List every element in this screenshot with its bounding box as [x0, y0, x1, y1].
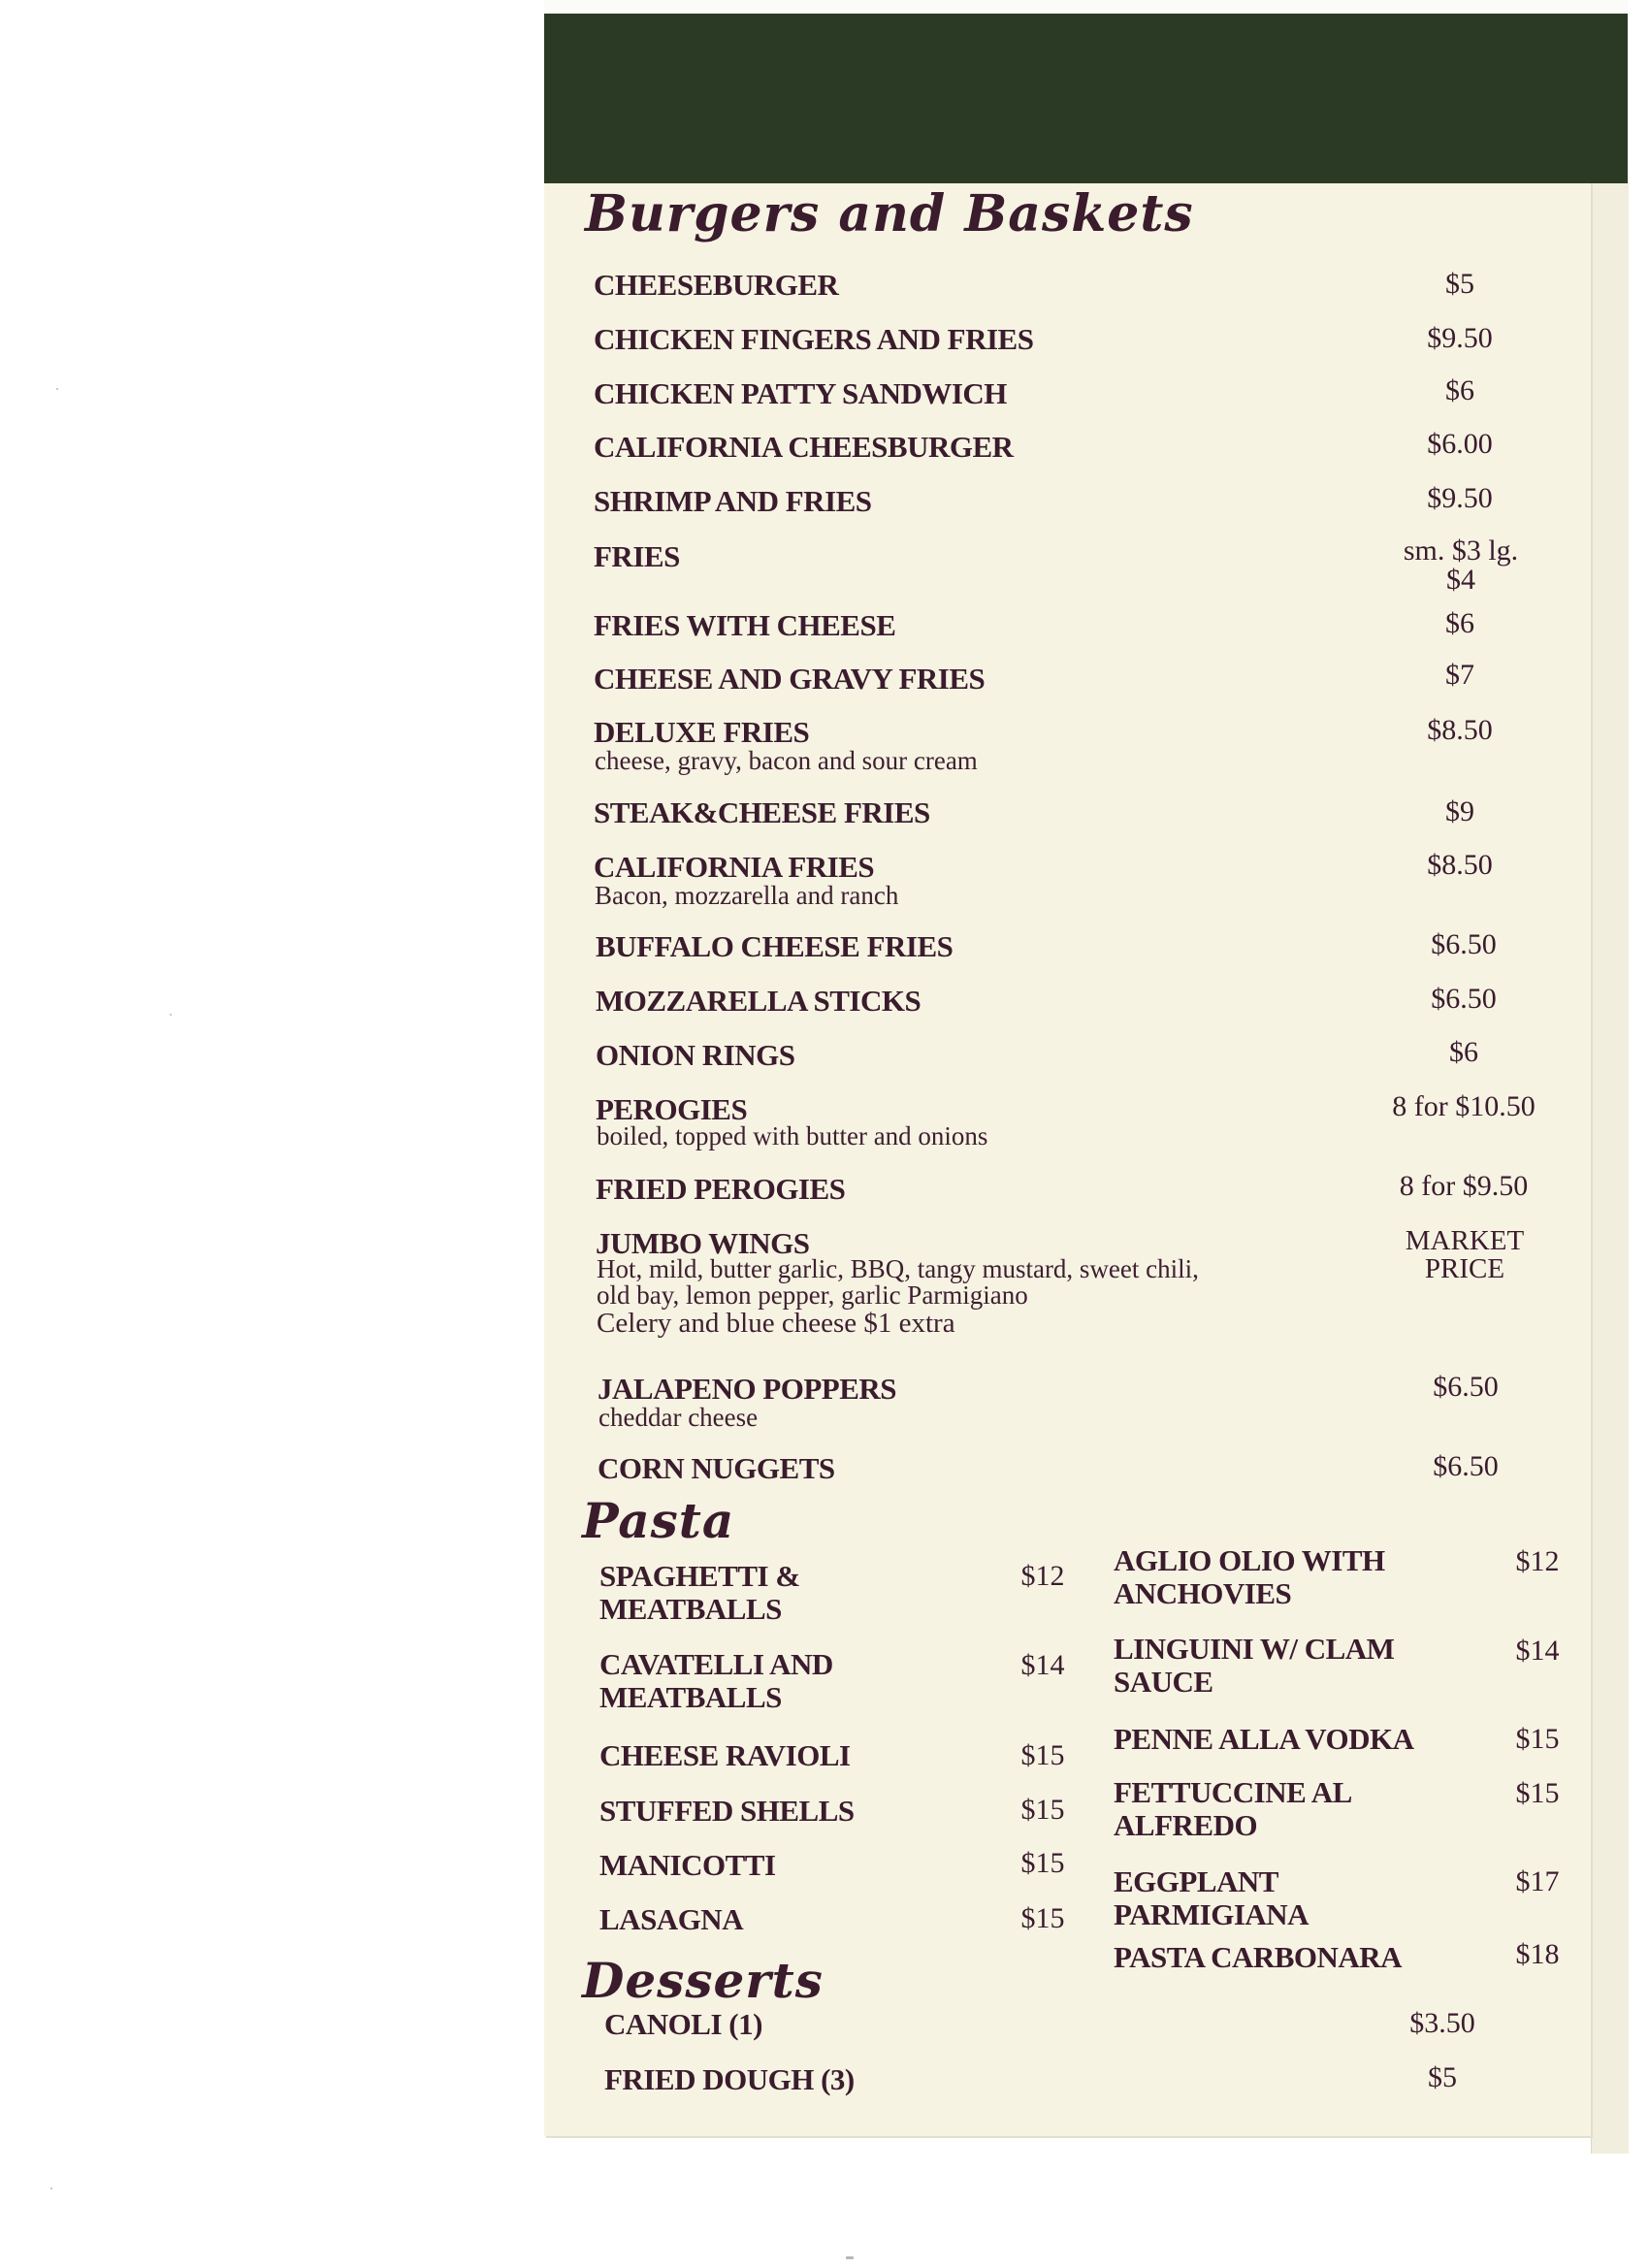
- menu-item-name: ONION RINGS: [596, 1038, 795, 1072]
- menu-item-price: $17: [1515, 1865, 1560, 1897]
- menu-item-price: $8.50: [1427, 714, 1493, 746]
- menu-item-price: $15: [1020, 1847, 1065, 1879]
- menu-item-name: FETTUCCINE AL ALFREDO: [1114, 1775, 1351, 1842]
- section-title-pasta: Pasta: [582, 1492, 735, 1549]
- menu-item-price: $5: [1428, 2061, 1457, 2093]
- menu-item-price: $7: [1445, 659, 1474, 691]
- header-band: [544, 14, 1628, 183]
- menu-item-name: FRIES: [594, 539, 680, 573]
- scan-speck: [170, 1014, 172, 1016]
- section-title-desserts: Desserts: [582, 1952, 824, 2009]
- menu-item-price: $15: [1020, 1902, 1065, 1934]
- menu-item-name: PASTA CARBONARA: [1114, 1940, 1403, 1974]
- menu-item-description: Hot, mild, butter garlic, BBQ, tangy mustard, sweet chili,: [597, 1254, 1199, 1283]
- menu-item-price: 8 for $9.50: [1399, 1170, 1529, 1202]
- menu-item-price: sm. $3 lg. $4: [1403, 535, 1519, 596]
- menu-item-name: CHEESE AND GRAVY FRIES: [594, 662, 986, 696]
- menu-item-name: BUFFALO CHEESE FRIES: [596, 929, 954, 963]
- menu-item-name: MOZZARELLA STICKS: [596, 984, 922, 1018]
- menu-item-name: CAVATELLI AND MEATBALLS: [599, 1647, 833, 1714]
- menu-item-price: $6.00: [1427, 428, 1493, 460]
- menu-item-name: LASAGNA: [599, 1902, 744, 1936]
- menu-item-name: CHEESEBURGER: [594, 268, 839, 302]
- menu-item-name: PEROGIES: [596, 1092, 748, 1126]
- menu-item-name: STUFFED SHELLS: [599, 1794, 855, 1828]
- menu-item-description: cheddar cheese: [598, 1403, 759, 1432]
- menu-item-price: $15: [1020, 1739, 1065, 1771]
- scan-speck: [56, 388, 58, 390]
- menu-item-price: $3.50: [1409, 2007, 1475, 2039]
- menu-item-description: old bay, lemon pepper, garlic Parmigiano: [597, 1280, 1028, 1310]
- menu-item-name: JALAPENO POPPERS: [598, 1372, 897, 1406]
- menu-item-price: $15: [1020, 1794, 1065, 1826]
- menu-item-price: $9: [1445, 795, 1474, 827]
- menu-item-name: FRIED PEROGIES: [596, 1172, 846, 1206]
- menu-item-description: boiled, topped with butter and onions: [597, 1121, 988, 1150]
- menu-item-price: $6.50: [1431, 983, 1497, 1015]
- menu-item-name: SHRIMP AND FRIES: [594, 484, 872, 518]
- menu-item-price: $6.50: [1431, 928, 1497, 960]
- menu-item-price: $6: [1445, 607, 1474, 639]
- menu-item-price: PRICE: [1424, 1253, 1505, 1284]
- menu-item-price: $9.50: [1427, 482, 1493, 514]
- menu-item-name: AGLIO OLIO WITH ANCHOVIES: [1114, 1543, 1385, 1610]
- scan-speck: [846, 2256, 854, 2259]
- menu-item-price: $9.50: [1427, 322, 1493, 354]
- menu-item-price: $15: [1515, 1723, 1560, 1755]
- menu-item-price: $6.50: [1433, 1371, 1499, 1403]
- menu-item-price: $6: [1449, 1036, 1478, 1068]
- menu-item-price: $14: [1020, 1649, 1065, 1681]
- menu-item-price: $18: [1515, 1938, 1560, 1970]
- menu-item-name: EGGPLANT PARMIGIANA: [1114, 1864, 1310, 1931]
- menu-item-price: $6.50: [1433, 1450, 1499, 1482]
- menu-item-name: CANOLI (1): [604, 2007, 762, 2041]
- menu-item-description: cheese, gravy, bacon and sour cream: [595, 746, 978, 775]
- menu-item-name: DELUXE FRIES: [594, 715, 810, 749]
- menu-item-price: $12: [1020, 1560, 1065, 1592]
- menu-back-panel: [1591, 175, 1629, 2154]
- menu-item-price: $6: [1445, 374, 1474, 406]
- scan-speck: [50, 2187, 52, 2189]
- menu-item-name: CHICKEN FINGERS AND FRIES: [594, 322, 1034, 356]
- menu-item-price: $12: [1515, 1545, 1560, 1577]
- menu-top-edge: [544, 0, 1628, 15]
- menu-item-name: LINGUINI W/ CLAM SAUCE: [1114, 1632, 1395, 1699]
- menu-item-price: $8.50: [1427, 849, 1493, 881]
- menu-item-price: MARKET: [1405, 1225, 1525, 1256]
- menu-item-description: Bacon, mozzarella and ranch: [595, 881, 899, 910]
- menu-item-name: CHEESE RAVIOLI: [599, 1738, 851, 1772]
- menu-item-name: CALIFORNIA FRIES: [594, 850, 875, 884]
- menu-item-name: FRIES WITH CHEESE: [594, 608, 896, 642]
- menu-item-price: 8 for $10.50: [1392, 1090, 1536, 1122]
- menu-item-description: Celery and blue cheese $1 extra: [597, 1308, 955, 1339]
- menu-item-price: $14: [1515, 1635, 1560, 1667]
- menu-item-name: CORN NUGGETS: [598, 1451, 835, 1485]
- menu-item-name: STEAK&CHEESE FRIES: [594, 795, 930, 829]
- menu-item-name: SPAGHETTI & MEATBALLS: [599, 1559, 800, 1626]
- menu-item-price: $5: [1445, 268, 1474, 300]
- menu-item-name: PENNE ALLA VODKA: [1114, 1722, 1414, 1756]
- menu-item-name: CHICKEN PATTY SANDWICH: [594, 376, 1007, 410]
- menu-item-name: JUMBO WINGS: [596, 1226, 810, 1260]
- menu-item-price: $15: [1515, 1777, 1560, 1809]
- menu-item-name: CALIFORNIA CHEESBURGER: [594, 430, 1014, 464]
- menu-item-name: FRIED DOUGH (3): [604, 2062, 855, 2096]
- menu-item-name: MANICOTTI: [599, 1848, 776, 1882]
- section-title-burgers: Burgers and Baskets: [585, 184, 1194, 243]
